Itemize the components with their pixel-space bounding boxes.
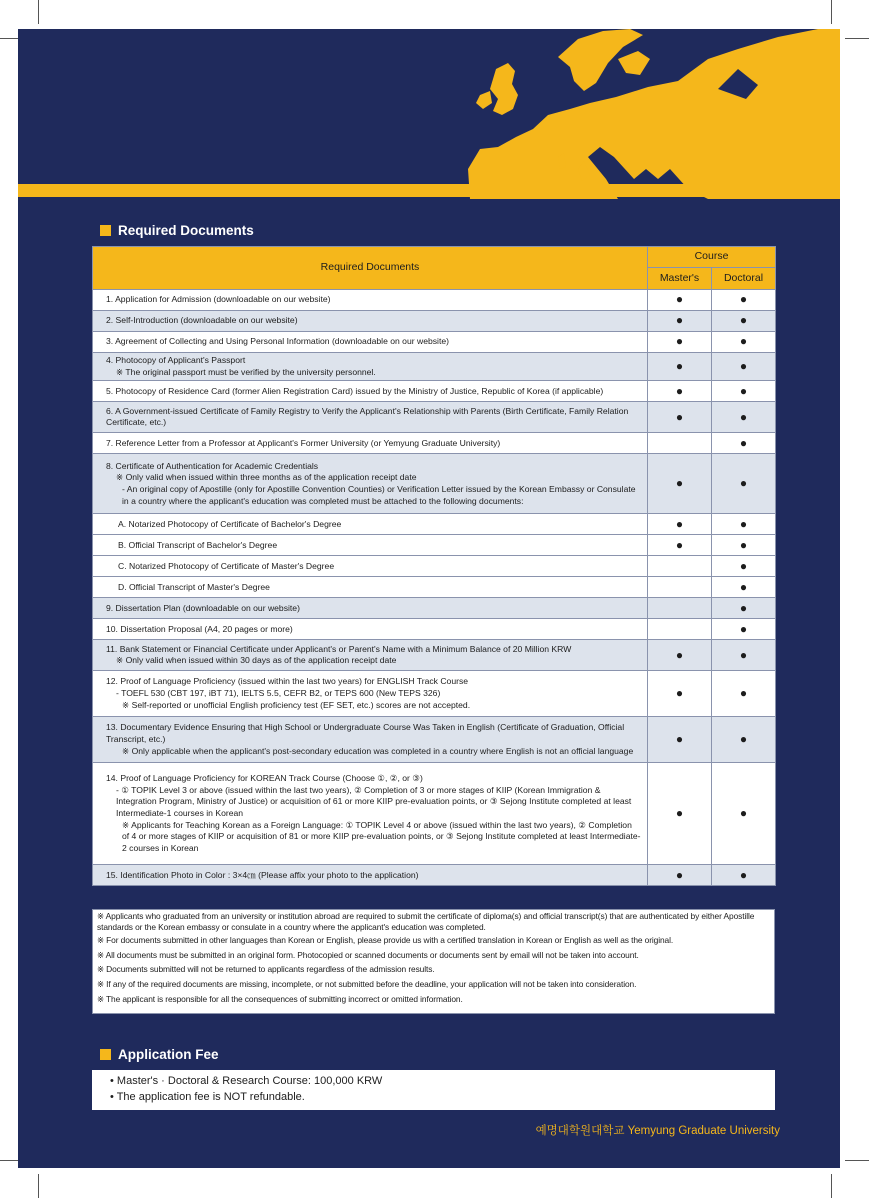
document-cell	[93, 865, 648, 886]
masters-required-mark	[648, 433, 712, 454]
document-cell	[93, 577, 648, 598]
header-course: Course	[648, 247, 776, 268]
document-name: 5. Photocopy of Residence Card (former Alien Registration Card) issued by the Ministry of Justice, Republic of Korea (if applicable)	[106, 385, 604, 396]
square-bullet-icon	[100, 1049, 111, 1060]
doctoral-required-mark: ●	[712, 763, 776, 865]
document-cell	[93, 763, 648, 865]
document-cell	[93, 717, 648, 763]
document-cell	[93, 535, 648, 556]
crop-mark	[845, 38, 869, 39]
document-note: ※ The original passport must be verified by the university personnel.	[116, 366, 376, 377]
required-documents-title: Required Documents	[118, 223, 254, 238]
fee-item: • Master's · Doctoral & Research Course: 100,000 KRW	[110, 1075, 383, 1087]
document-note: ※ Only applicable when the applicant's post-secondary education was completed in a country where English is not an official language	[122, 745, 634, 756]
doctoral-required-mark: ●	[712, 514, 776, 535]
notes-box	[92, 909, 775, 1014]
document-note: - ① TOPIK Level 3 or above (issued within the last two years), ② Completion of 3 or more stages of KIIP (Korean Immigration & Integration Program, Ministry of Justice) or acquisition of 61 or more KIIP pre-evaluation points, or ③ Sejong Institute completed at least Intermediate-1 courses in Korean	[116, 784, 632, 819]
europe-map-graphic	[18, 29, 840, 199]
table-row	[93, 381, 776, 402]
table-body	[93, 290, 776, 886]
doctoral-required-mark: ●	[712, 717, 776, 763]
document-name: 3. Agreement of Collecting and Using Personal Information (downloadable on our website)	[106, 336, 449, 347]
document-name: 11. Bank Statement or Financial Certificate under Applicant's or Parent's Name with a Minimum Balance of 20 Million KRW	[106, 643, 572, 654]
table-row	[93, 556, 776, 577]
doctoral-required-mark: ●	[712, 556, 776, 577]
document-name: 4. Photocopy of Applicant's Passport	[106, 355, 246, 365]
masters-required-mark: ●	[648, 311, 712, 332]
doctoral-required-mark: ●	[712, 671, 776, 717]
application-fee-box	[92, 1070, 775, 1110]
doctoral-required-mark: ●	[712, 402, 776, 433]
table-row	[93, 402, 776, 433]
doctoral-required-mark: ●	[712, 433, 776, 454]
document-name: 7. Reference Letter from a Professor at Applicant's Former University (or Yemyung Graduate University)	[106, 437, 501, 448]
doctoral-required-mark: ●	[712, 454, 776, 514]
table-row	[93, 353, 776, 381]
document-cell	[93, 556, 648, 577]
crop-mark	[831, 1174, 832, 1198]
document-name: B. Official Transcript of Bachelor's Degree	[118, 539, 278, 550]
doctoral-required-mark: ●	[712, 865, 776, 886]
masters-required-mark: ●	[648, 402, 712, 433]
doctoral-required-mark: ●	[712, 381, 776, 402]
document-name: 6. A Government-issued Certificate of Family Registry to Verify the Applicant's Relationship with Parents (Birth Certificate, Family Relation Certificate, etc.)	[106, 405, 629, 428]
document-cell	[93, 454, 648, 514]
note-item: ※ All documents must be submitted in an original form. Photocopied or scanned documents or documents sent by email will not be taken into account.	[97, 949, 639, 960]
footer-university-name: 예명대학원대학교 Yemyung Graduate University	[535, 1125, 780, 1137]
application-fee-title: Application Fee	[118, 1047, 219, 1062]
document-note: ※ Only valid when issued within three months as of the application receipt date	[116, 472, 417, 483]
fee-item: • The application fee is NOT refundable.	[110, 1091, 305, 1103]
doctoral-required-mark: ●	[712, 598, 776, 619]
table-row	[93, 454, 776, 514]
masters-required-mark	[648, 556, 712, 577]
document-name: C. Notarized Photocopy of Certificate of Master's Degree	[118, 560, 335, 571]
document-cell	[93, 671, 648, 717]
document-cell	[93, 598, 648, 619]
masters-required-mark: ●	[648, 514, 712, 535]
table-row	[93, 671, 776, 717]
header-doctoral: Doctoral	[712, 268, 776, 290]
masters-required-mark	[648, 598, 712, 619]
table-row	[93, 763, 776, 865]
note-item: ※ Documents submitted will not be returned to applicants regardless of the admission results.	[97, 964, 435, 975]
masters-required-mark: ●	[648, 290, 712, 311]
table-row	[93, 433, 776, 454]
masters-required-mark: ●	[648, 640, 712, 671]
table-row	[93, 311, 776, 332]
masters-required-mark: ●	[648, 535, 712, 556]
document-cell	[93, 433, 648, 454]
document-note: ※ Only valid when issued within 30 days as of the application receipt date	[116, 655, 397, 666]
header-masters: Master's	[648, 268, 712, 290]
document-cell	[93, 311, 648, 332]
masters-required-mark: ●	[648, 454, 712, 514]
document-note: ※ Self-reported or unofficial English proficiency test (EF SET, etc.) scores are not accepted.	[122, 699, 471, 710]
note-item: ※ If any of the required documents are missing, incomplete, or not submitted before the deadline, your application will not be taken into consideration.	[97, 978, 637, 989]
masters-required-mark: ●	[648, 671, 712, 717]
header-required-documents: Required Documents	[93, 247, 648, 290]
note-item: ※ For documents submitted in other languages than Korean or English, please provide us with a certified translation in Korean or English as well as the original.	[97, 935, 674, 946]
document-name: 15. Identification Photo in Color : 3×4㎝ (Please affix your photo to the application)	[106, 869, 419, 880]
required-documents-table	[92, 246, 776, 886]
crop-mark	[38, 0, 39, 24]
doctoral-required-mark: ●	[712, 640, 776, 671]
masters-required-mark: ●	[648, 381, 712, 402]
doctoral-required-mark: ●	[712, 290, 776, 311]
application-fee-heading	[100, 1047, 219, 1062]
crop-mark	[831, 0, 832, 24]
document-note: - An original copy of Apostille (only for Apostille Convention Counties) or Verification Letter issued by the Korean Embassy or Consulate in a country where the applicant's education was completed must be attached to the following documents:	[122, 483, 636, 506]
document-name: 1. Application for Admission (downloadable on our website)	[106, 294, 331, 305]
table-row	[93, 332, 776, 353]
document-name: 14. Proof of Language Proficiency for KOREAN Track Course (Choose ①, ②, or ③)	[106, 772, 423, 783]
doctoral-required-mark: ●	[712, 311, 776, 332]
masters-required-mark: ●	[648, 717, 712, 763]
document-name: 8. Certificate of Authentication for Academic Credentials	[106, 460, 319, 471]
document-name: A. Notarized Photocopy of Certificate of Bachelor's Degree	[118, 518, 342, 529]
document-name: 10. Dissertation Proposal (A4, 20 pages or more)	[106, 623, 293, 634]
table-row	[93, 717, 776, 763]
square-bullet-icon	[100, 225, 111, 236]
note-item: ※ Applicants who graduated from an university or institution abroad are required to submit the certificate of diploma(s) and official transcript(s) that are authenticated by either Apostille standards or the Korean embassy or consulate in a country where the applicant's education was completed.	[97, 911, 755, 932]
table-row	[93, 619, 776, 640]
document-name: D. Official Transcript of Master's Degree	[118, 581, 270, 592]
document-cell	[93, 619, 648, 640]
document-note: - TOEFL 530 (CBT 197, iBT 71), IELTS 5.5, CEFR B2, or TEPS 600 (New TEPS 326)	[116, 688, 441, 699]
document-cell	[93, 402, 648, 433]
masters-required-mark: ●	[648, 353, 712, 381]
doctoral-required-mark: ●	[712, 577, 776, 598]
masters-required-mark: ●	[648, 332, 712, 353]
document-cell	[93, 353, 648, 381]
document-name: 12. Proof of Language Proficiency (issued within the last two years) for ENGLISH Track Course	[106, 676, 469, 687]
table-row	[93, 290, 776, 311]
table-row	[93, 865, 776, 886]
document-cell	[93, 332, 648, 353]
document-cell	[93, 514, 648, 535]
required-documents-heading	[100, 223, 254, 238]
document-name: 9. Dissertation Plan (downloadable on our website)	[106, 602, 300, 613]
masters-required-mark: ●	[648, 865, 712, 886]
note-item: ※ The applicant is responsible for all the consequences of submitting incorrect or omitted information.	[97, 993, 463, 1004]
masters-required-mark: ●	[648, 763, 712, 865]
document-cell	[93, 290, 648, 311]
table-row	[93, 514, 776, 535]
crop-mark	[38, 1174, 39, 1198]
table-row	[93, 577, 776, 598]
document-cell	[93, 640, 648, 671]
document-note: ※ Applicants for Teaching Korean as a Foreign Language: ① TOPIK Level 4 or above (issued within the last two years), ② Completion of 4 or more stages of KIIP or acquisition of 81 or more KIIP pre-evaluation points, or ③ Sejong Institute completed at least Intermediate-2 courses in Korean	[122, 819, 641, 854]
masters-required-mark	[648, 619, 712, 640]
table-row	[93, 598, 776, 619]
document-name: 13. Documentary Evidence Ensuring that High School or Undergraduate Course Was Taken in English (Certificate of Graduation, Official Transcript, etc.)	[106, 722, 625, 745]
crop-mark	[845, 1160, 869, 1161]
accent-band	[18, 184, 840, 197]
document-name: 2. Self-Introduction (downloadable on our website)	[106, 315, 298, 326]
brochure-page	[18, 29, 840, 1168]
doctoral-required-mark: ●	[712, 619, 776, 640]
table-row	[93, 640, 776, 671]
doctoral-required-mark: ●	[712, 332, 776, 353]
doctoral-required-mark: ●	[712, 353, 776, 381]
masters-required-mark	[648, 577, 712, 598]
table-row	[93, 535, 776, 556]
document-cell	[93, 381, 648, 402]
doctoral-required-mark: ●	[712, 535, 776, 556]
